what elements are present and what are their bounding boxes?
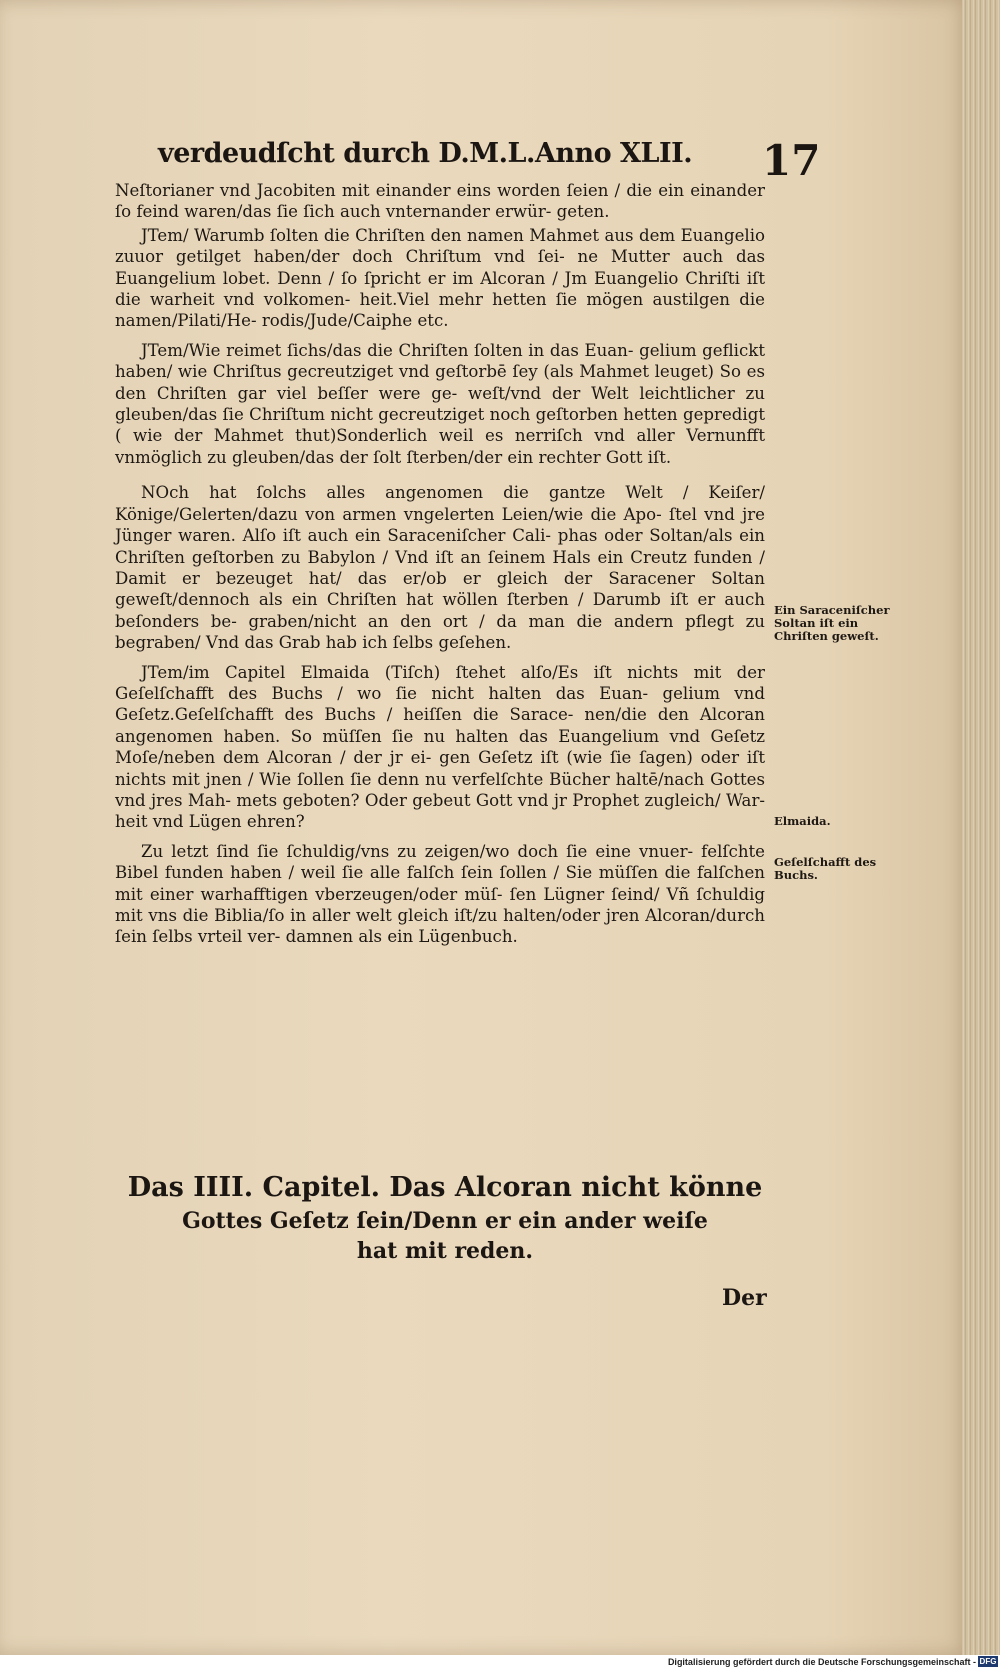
marginal-note-geselschafft: Geſelſchafft des Buchs. [774, 855, 877, 882]
body-text [115, 180, 765, 948]
running-head: verdeudſcht durch D.M.L.Anno XLII. [158, 138, 693, 169]
page-edges [962, 0, 1000, 1655]
chapter-heading-line-1: Das IIII. Capitel. Das Alcoran nicht könne [127, 1172, 763, 1203]
footer-credit: Digitalisierung gefördert durch die Deutsche Forschungsgemeinschaft - [667, 1657, 976, 1667]
paragraph-5: JTem/im Capitel Elmaida (Tiſch) ſtehet alſo/Es iſt nichts mit der Geſelſchafft des Buchs / wo ſie nicht halten das Euan- gelium vnd Geſetz.Geſelſchafft des Buchs / heiſſen die Sarace- nen/die den Alcoran angenomen haben. So müſſen ſie nu halten das Euangelium vnd Geſetz Moſe/neben dem Alcoran / der jr ei- gen Geſetz iſt (wie ſie ſagen) oder iſt nichts mit jnen / Wie ſollen ſie denn nu verfelſchte Bücher haltē/nach Gottes vnd jres Mah- mets geboten? Oder gebeut Gott vnd jr Prophet zugleich/ War- heit vnd Lügen ehren? [115, 662, 765, 832]
chapter-heading [120, 1170, 770, 1266]
paragraph-1: Neſtorianer vnd Jacobiten mit einander eins worden ſeien / die ein einander ſo feind waren/das ſie ſich auch vnternander erwür- geten. [115, 181, 765, 222]
catchword: Der [722, 1285, 767, 1311]
paragraph-2: JTem/ Warumb ſolten die Chriſten den namen Mahmet aus dem Euangelio zuuor getilget haben/der doch Chriſtum vnd ſei- ne Mutter auch das Euangelium lobet. Denn / ſo ſpricht er im Alcoran / Jm Euangelio Chriſti iſt die warheit vnd volkomen- heit.Viel mehr hetten ſie mögen austilgen die namen/Pilati/He- rodis/Jude/Caiphe etc. [115, 225, 765, 331]
marginal-note-elmaida: Elmaida. [774, 814, 831, 828]
dfg-logo: DFG [979, 1657, 997, 1666]
paragraph-6: Zu letzt ſind ſie ſchuldig/vns zu zeigen/wo doch ſie eine vnuer- felſchte Bibel funden haben / weil ſie alle falſch ſein ſollen / Sie müſſen die falſchen mit einer warhafftigen vberzeugen/oder müſ- ſen Lügner ſeind/ Vñ ſchuldig mit vns die Biblia/ſo in aller welt gleich iſt/zu halten/oder jren Alcoran/durch ſein ſelbs vrteil ver- damnen als ein Lügenbuch. [115, 841, 765, 947]
paragraph-3: JTem/Wie reimet ſichs/das die Chriſten ſolten in das Euan- gelium geflickt haben/ wie Chriſtus gecreutziget vnd geſtorbē ſey (als Mahmet leuget) So es den Chriſten gar viel beſſer were ge- weſt/vnd der Welt leichtlicher zu gleuben/das ſie Chriſtum nicht gecreutziget noch geſtorben hetten gepredigt ( wie der Mahmet thut)Sonderlich weil es nerriſch vnd aller Vernunfft vnmöglich zu gleuben/das der ſolt ſterben/der ein rechter Gott iſt. [115, 340, 765, 467]
chapter-heading-line-2: Gottes Geſetz ſein/Denn er ein ander weiſe [182, 1208, 708, 1234]
page-number: 17 [762, 136, 821, 185]
marginal-note-saracen-soltan: Ein Saraceniſcher Soltan iſt ein Chriſten geweſt. [774, 603, 890, 643]
chapter-heading-line-3: hat mit reden. [356, 1238, 534, 1264]
paragraph-4: NOch hat ſolchs alles angenomen die gantze Welt / Keiſer/ Könige/Gelerten/dazu von armen vngelerten Leien/wie die Apo- ſtel vnd jre Jünger waren. Alſo iſt auch ein Saraceniſcher Cali- phas oder Soltan/als ein Chriſten geſtorben zu Babylon / Vnd iſt an ſeinem Hals ein Creutz funden / Damit er bezeuget hat/ das er/ob er gleich der Saracener Soltan geweſt/dennoch als ein Chriſten hat wöllen ſterben / Darumb iſt er auch beſonders be- graben/nicht an den ort / da man die andern pflegt zu begraben/ Vnd das Grab hab ich ſelbs geſehen. [115, 483, 765, 653]
